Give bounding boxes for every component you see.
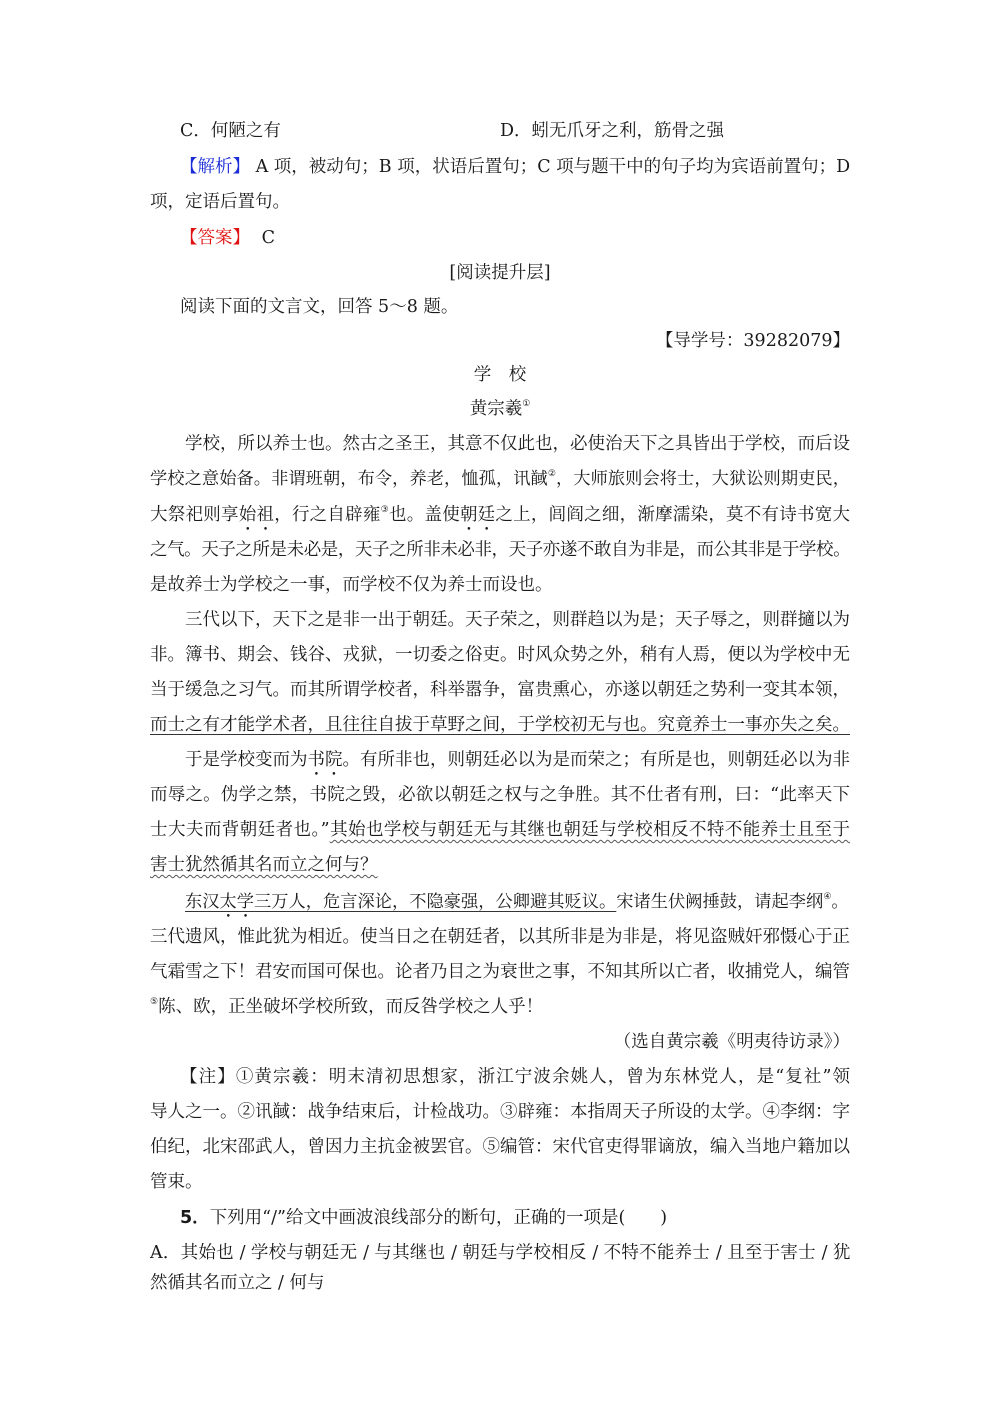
question-5-option-a-line-1[interactable]: A．其始也 / 学校与朝廷无 / 与其继也 / 朝廷与学校相反 / 不特不能养士 / 且至于害士 / 犹 bbox=[150, 1243, 850, 1263]
p4-line-3: 气霜雪之下！君安而国可保也。论者乃目之为衰世之事，不知其所以亡者，收捕党人，编管 bbox=[150, 962, 850, 982]
analysis-line-1 bbox=[150, 155, 850, 179]
p4-line-4 bbox=[150, 995, 850, 1019]
p3-line-2: 而辱之。伪学之禁，书院之毁，必欲以朝廷之权与之争胜。其不仕者有刑，曰：“此率天下 bbox=[150, 785, 850, 805]
emphasized-word-taixue: 太学 bbox=[219, 892, 255, 912]
p4-line-2: 三代遗风，惟此犹为相近。使当日之在朝廷者，以其所非是为非是，将见盗贼奸邪慑心于正 bbox=[150, 927, 850, 947]
question-number: 5． bbox=[180, 1208, 210, 1228]
p4-text: 宋诸生伏阙捶鼓，请起李纲 bbox=[616, 892, 824, 912]
guide-number: 【导学号：39282079】 bbox=[655, 331, 850, 351]
answer-line bbox=[150, 226, 850, 250]
p1-line-3 bbox=[150, 503, 850, 535]
p4-text: 三万人，危言深论，不隐豪强，公卿避其贬议。 bbox=[254, 892, 617, 912]
p1-text: ，行之自辟雍 bbox=[274, 505, 381, 525]
p3-text: 。有所非也，则朝廷必以为是而荣之；有所是也，则朝廷必以为非 bbox=[342, 750, 850, 770]
answer-label: 【答案】 bbox=[180, 228, 250, 248]
p1-text: 之上，闾阎之细，渐摩濡染，莫不有诗书宽大 bbox=[495, 505, 851, 525]
emphasized-word-chaoting: 朝廷 bbox=[459, 505, 496, 525]
answer-value: C bbox=[261, 228, 275, 248]
note-ref-3: ③ bbox=[380, 505, 389, 515]
p1-line-2 bbox=[150, 467, 850, 491]
instruction: 阅读下面的文言文，回答 5～8 题。 bbox=[180, 297, 459, 317]
p3-text: 士大夫而背朝廷者也。” bbox=[150, 820, 330, 840]
p3-line-1 bbox=[150, 748, 850, 780]
analysis-text-1: A 项，被动句；B 项，状语后置句；C 项与题干中的句子均为宾语前置句；D bbox=[255, 157, 851, 177]
p4-line-1 bbox=[150, 890, 850, 922]
wavy-underlined-passage-end: 害士犹然循其名而立之何与？ bbox=[150, 855, 378, 875]
question-5-stem bbox=[150, 1206, 850, 1230]
section-title: [阅读提升层] bbox=[449, 263, 551, 283]
passage-title: 学 校 bbox=[473, 365, 527, 385]
option-d: D．蚓无爪牙之利，筋骨之强 bbox=[500, 121, 725, 141]
p1-text: 学校之意始备。非谓班朝，布令，养老，恤孤，讯馘 bbox=[150, 469, 548, 489]
p1-text: ，大师旅则会将士，大狱讼则期吏民， bbox=[555, 469, 850, 489]
p1-line-5: 是故养士为学校之一事，而学校不仅为养士而设也。 bbox=[150, 575, 553, 595]
notes-line-2: 导人之一。②讯馘：战争结束后，计检战功。③辟雍：本指周天子所设的太学。④李纲：字 bbox=[150, 1102, 850, 1122]
note-ref-5: ⑤ bbox=[150, 997, 159, 1007]
note-ref-4: ④ bbox=[823, 892, 832, 902]
p3-text: 于是学校变而为 bbox=[185, 750, 308, 770]
p2-line-4 bbox=[150, 713, 850, 737]
p3-line-3 bbox=[150, 818, 850, 842]
p3-line-4 bbox=[150, 853, 850, 877]
author-note-ref: ① bbox=[522, 399, 531, 409]
passage-author bbox=[150, 397, 850, 421]
p1-line-1: 学校，所以养士也。然古之圣王，其意不仅此也，必使治天下之具皆出于学校，而后设 bbox=[185, 434, 850, 454]
analysis-line-2: 项，定语后置句。 bbox=[150, 192, 290, 212]
note-ref-2: ② bbox=[547, 469, 556, 479]
underlined-sentence-donghan bbox=[185, 892, 616, 912]
notes-label: 【注】 bbox=[180, 1067, 236, 1087]
p1-line-4: 之气。天子之所是未必是，天子之所非未必非，天子亦遂不敢自为非是，而公其非是于学校。 bbox=[150, 540, 850, 560]
p1-text: 也。盖使 bbox=[388, 505, 460, 525]
wavy-underlined-passage: 其始也学校与朝廷无与其继也朝廷与学校相反不特不能养士且至于 bbox=[329, 820, 851, 840]
passage-source: （选自黄宗羲《明夷待访录》） bbox=[613, 1032, 850, 1052]
notes-text: ①黄宗羲：明末清初思想家，浙江宁波余姚人，曾为东林党人，是“复社”领 bbox=[235, 1067, 850, 1087]
question-5-option-a-line-2[interactable]: 然循其名而立之 / 何与 bbox=[150, 1273, 325, 1293]
notes-line-4: 管束。 bbox=[150, 1172, 203, 1192]
option-c: C．何陋之有 bbox=[180, 121, 281, 141]
notes-line-1 bbox=[150, 1065, 850, 1089]
question-text: 下列用“/”给文中画波浪线部分的断句，正确的一项是( ) bbox=[209, 1208, 668, 1228]
p2-line-3: 当于缓急之习气。而其所谓学校者，科举嚣争，富贵熏心，亦遂以朝廷之势利一变其本领， bbox=[150, 680, 850, 700]
author-name: 黄宗羲 bbox=[469, 399, 523, 419]
p2-line-2: 非。簿书、期会、钱谷、戎狱，一切委之俗吏。时风众势之外，稍有人焉，便以为学校中无 bbox=[150, 645, 850, 665]
p4-text: 东汉 bbox=[185, 892, 220, 912]
p4-text: 陈、欧，正坐破坏学校所致，而反咎学校之人乎！ bbox=[158, 997, 544, 1017]
p2-line-1: 三代以下，天下之是非一出于朝廷。天子荣之，则群趋以为是；天子辱之，则群擿以为 bbox=[185, 610, 850, 630]
underlined-sentence: 而士之有才能学术者，且往往自拔于草野之间，于学校初无与也。究竟养士一事亦失之矣。 bbox=[150, 715, 850, 735]
analysis-label: 【解析】 bbox=[180, 157, 250, 177]
emphasized-word-shizu: 始祖 bbox=[238, 505, 275, 525]
p1-text: 大祭祀则享 bbox=[150, 505, 239, 525]
p4-text: 。 bbox=[831, 892, 849, 912]
emphasized-word-shuyuan: 书院 bbox=[307, 750, 343, 770]
notes-line-3: 伯纪，北宋邵武人，曾因力主抗金被罢官。⑤编管：宋代官吏得罪谪放，编入当地户籍加以 bbox=[150, 1137, 850, 1157]
